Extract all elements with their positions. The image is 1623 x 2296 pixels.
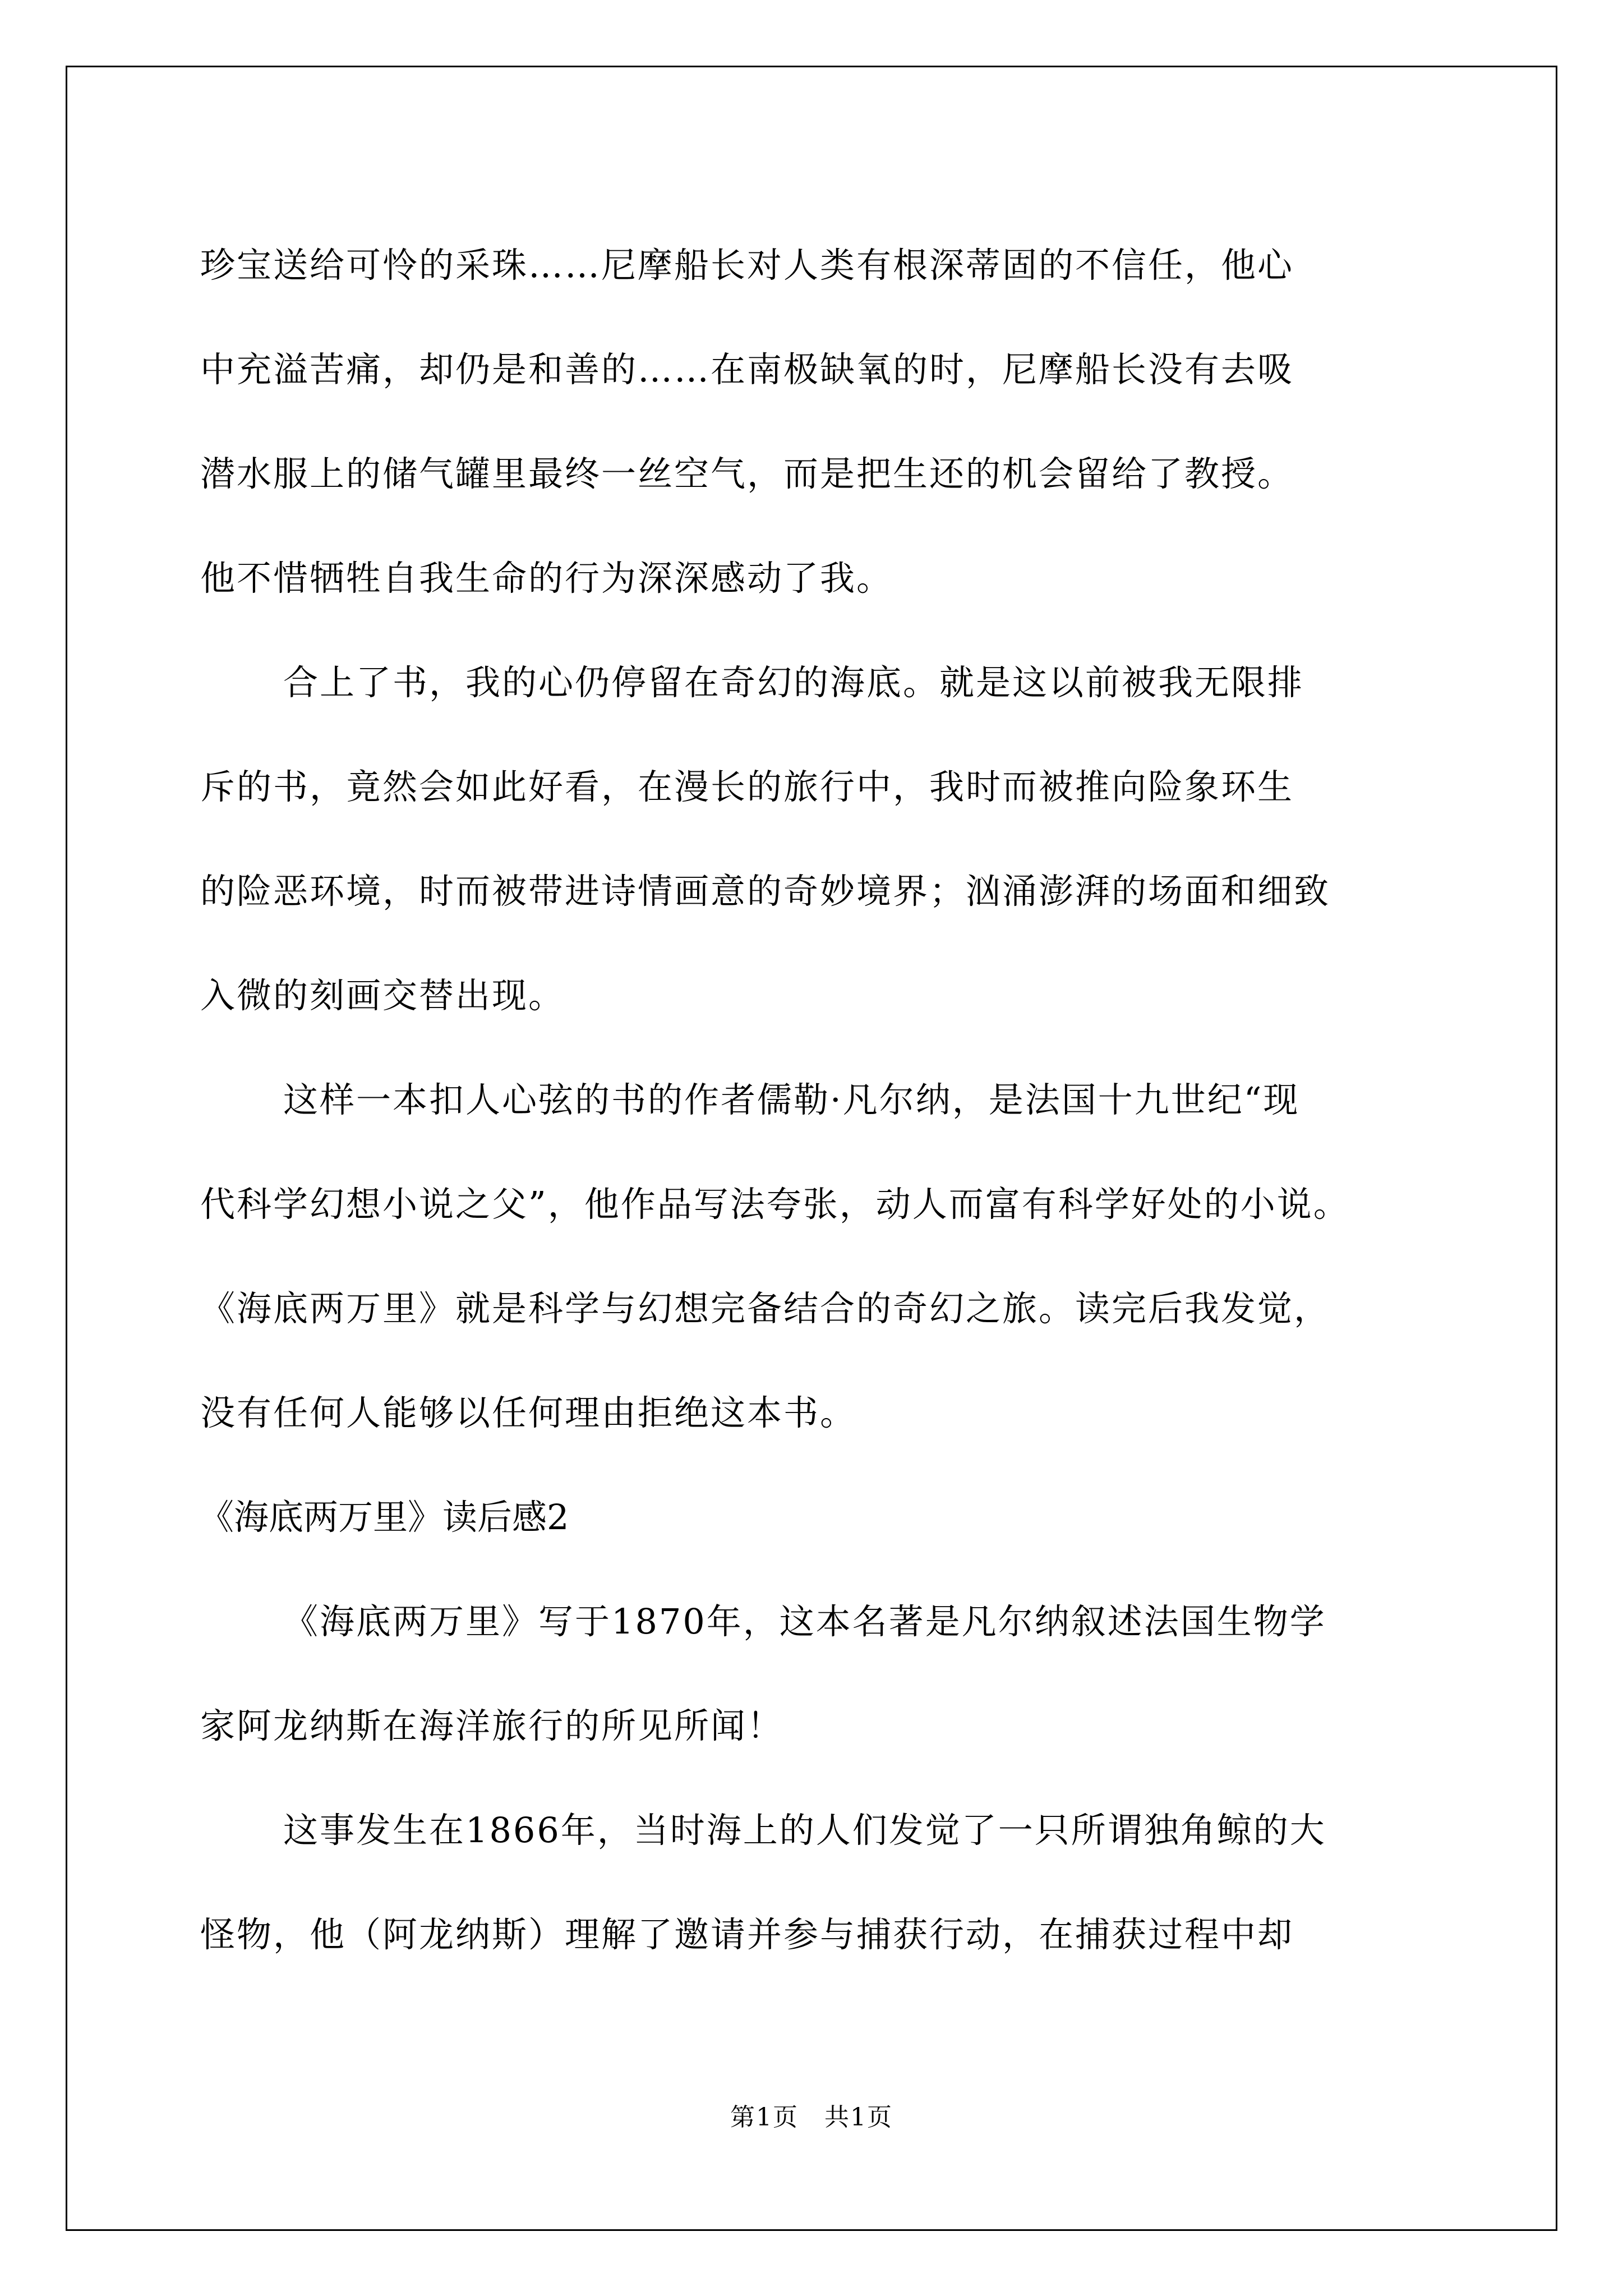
text-line: 《海底两万里》就是科学与幻想完备结合的奇幻之旅。读完后我发觉，: [200, 1288, 1331, 1329]
text-line: 中充溢苦痛，却仍是和善的……在南极缺氧的时，尼摩船长没有去吸: [200, 349, 1294, 390]
text-line: 入微的刻画交替出现。: [200, 975, 565, 1016]
text-line: 合上了书，我的心仍停留在奇幻的海底。就是这以前被我无限排: [283, 662, 1304, 703]
text-line: 斥的书，竟然会如此好看，在漫长的旅行中，我时而被推向险象环生: [200, 766, 1294, 807]
text-line: 家阿龙纳斯在海洋旅行的所见所闻！: [200, 1705, 784, 1746]
text-line: 这样一本扣人心弦的书的作者儒勒·凡尔纳，是法国十九世纪“现: [283, 1079, 1300, 1120]
text-line: 这事发生在1866年，当时海上的人们发觉了一只所谓独角鲸的大: [283, 1810, 1326, 1851]
text-line: 潜水服上的储气罐里最终一丝空气，而是把生还的机会留给了教授。: [200, 453, 1294, 494]
page-number-footer: 第1页 共1页: [730, 2103, 893, 2132]
section-heading: 《海底两万里》读后感2: [199, 1497, 569, 1538]
text-line: 怪物，他（阿龙纳斯）理解了邀请并参与捕获行动，在捕获过程中却: [200, 1914, 1294, 1955]
text-line: 没有任何人能够以任何理由拒绝这本书。: [200, 1392, 857, 1433]
text-line: 的险恶环境，时而被带进诗情画意的奇妙境界；汹涌澎湃的场面和细致: [200, 871, 1331, 912]
text-line: 代科学幻想小说之父”，他作品写法夸张，动人而富有科学好处的小说。: [200, 1184, 1350, 1225]
text-line: 珍宝送给可怜的采珠……尼摩船长对人类有根深蒂固的不信任，他心: [200, 245, 1294, 286]
text-line: 《海底两万里》写于1870年，这本名著是凡尔纳叙述法国生物学: [283, 1601, 1326, 1642]
document-body: [200, 213, 1434, 1987]
text-line: 他不惜牺牲自我生命的行为深深感动了我。: [200, 558, 893, 599]
